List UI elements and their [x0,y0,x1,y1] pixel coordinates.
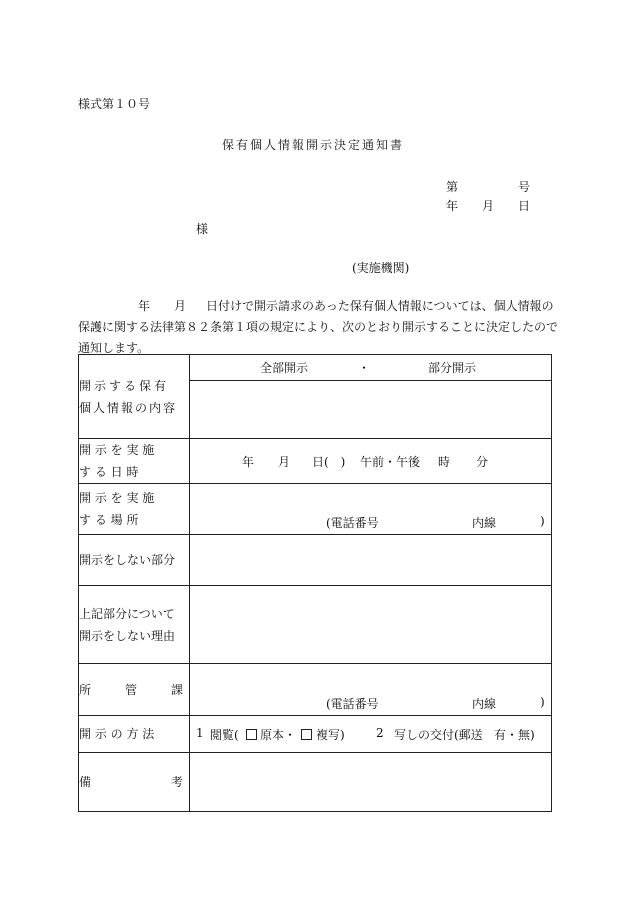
method-cell [190,716,552,753]
body-year: 年 [138,299,151,313]
label-content [79,355,190,439]
content-cell [190,355,552,439]
place-close: ) [540,514,545,528]
method-item2: 写しの交付(郵送 [394,728,483,742]
nondisclosed-cell [190,535,552,586]
label-content-1: 開示する保有 [79,378,170,393]
remarks-cell [190,753,552,812]
row-reason [79,586,552,664]
label-method [79,716,190,753]
disclosure-type-row [190,355,551,381]
section-close: ) [540,695,545,709]
agency-label: (実施機関) [352,261,410,275]
date-year: 年 [446,199,459,213]
place-ext: 内線 [472,516,497,530]
label-nondisclosed [79,535,190,586]
document-title: 保有個人情報開示決定通知書 [222,138,405,152]
opt-separator: ・ [358,361,371,375]
label-section-b: 管 [124,682,137,697]
section-cell [190,664,552,716]
label-remarks-a: 備 [79,775,92,789]
section-tel: (電話番号 [326,697,379,711]
date-day: 日 [518,199,531,213]
method-item2-no: 2 [376,726,384,740]
dt-ampm: 午前・午後 [360,455,421,469]
row-section [79,664,552,716]
label-datetime [79,439,190,484]
original-checkbox[interactable] [246,729,257,740]
body-line3: 通知します。 [78,341,150,355]
opt-full-disclosure: 全部開示 [260,361,309,375]
method-item2-options: 有・無) [494,728,535,742]
place-cell [190,484,552,535]
reason-cell [190,586,552,664]
label-datetime-1: 開 示 を 実 施 [79,443,155,457]
section-ext: 内線 [472,697,497,711]
dt-hour: 時 [438,455,451,469]
label-remarks-b: 考 [170,775,183,789]
body-month: 月 [174,299,187,313]
label-place-2: す る 場 所 [79,513,139,527]
label-method-text: 開 示 の 方 法 [79,727,155,741]
form-number: 様式第１０号 [78,97,151,111]
label-nondisclosed-text: 開示をしない部分 [79,553,176,567]
body-line1: 日付けで開示請求のあった保有個人情報については、個人情報の [206,299,554,313]
row-remarks [79,753,552,812]
label-datetime-2: す る 日 時 [79,465,139,479]
place-tel: (電話番号 [326,516,379,530]
addressee-suffix: 様 [196,222,209,236]
label-content-2: 個人情報の内容 [79,400,178,415]
method-original: 原本・ [260,728,297,742]
label-remarks [79,753,190,812]
label-place [79,484,190,535]
dt-minute: 分 [476,455,489,469]
label-section-c: 課 [170,682,183,697]
row-datetime [79,439,552,484]
label-reason-1: 上記部分について [79,606,175,621]
opt-partial-disclosure: 部分開示 [428,361,477,375]
copy-checkbox[interactable] [301,729,312,740]
dt-month: 月 [278,455,291,469]
label-reason [79,586,190,664]
datetime-cell [190,439,552,484]
row-method [79,716,552,753]
disclosure-table [78,354,552,812]
row-place [79,484,552,535]
doc-no-prefix: 第 [446,180,459,194]
label-section-a: 所 [79,682,92,697]
dt-day: 日( ) [312,455,346,469]
method-item1-no: 1 [196,726,204,740]
row-content [79,355,552,439]
body-line2: 保護に関する法律第８２条第１項の規定により、次のとおり開示することに決定したので [78,320,559,334]
method-item1: 閲覧( [210,728,239,742]
label-place-1: 開 示 を 実 施 [79,491,155,505]
label-section [79,664,190,716]
dt-year: 年 [242,455,255,469]
row-nondisclosed [79,535,552,586]
doc-no-suffix: 号 [518,180,531,194]
date-month: 月 [482,199,495,213]
method-copy: 複写) [316,728,345,742]
label-reason-2: 開示をしない理由 [79,628,176,643]
